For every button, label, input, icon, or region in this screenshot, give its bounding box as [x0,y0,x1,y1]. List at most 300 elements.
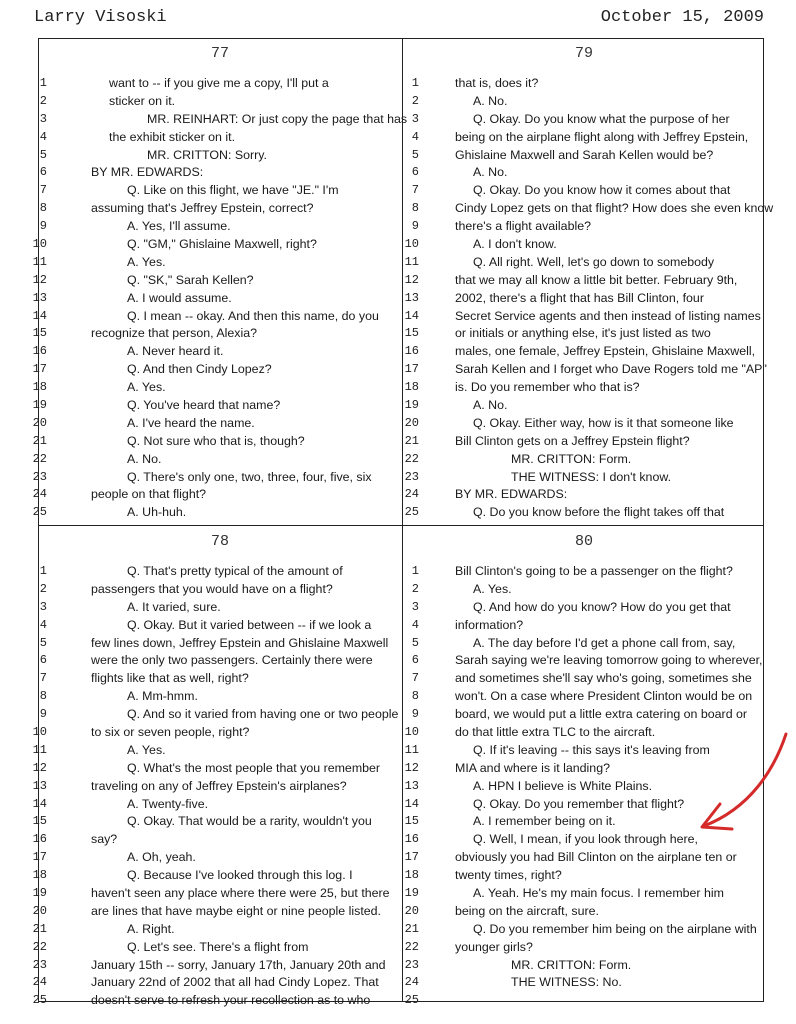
line-text: A. No. [127,451,162,466]
transcript-line [32,760,401,778]
line-number: 7 [411,671,419,686]
transcript-line [403,563,765,581]
transcript-line [403,343,765,361]
transcript-line [32,236,401,254]
line-text: A. Yes. [127,254,166,269]
line-text: A. Yes. [127,380,166,395]
transcript-lines [403,75,774,522]
line-number: 17 [404,362,419,377]
line-text: assuming that's Jeffrey Epstein, correct? [91,201,314,216]
line-text: sticker on it. [109,93,176,108]
line-text: A. I would assume. [127,290,232,305]
line-text: there's a flight available? [455,219,591,234]
transcript-line [39,581,401,599]
line-text: A. I've heard the name. [127,415,255,430]
line-number: 2 [411,581,419,596]
line-text: Q. Okay. Do you know what the purpose of her [473,111,730,126]
line-text: A. HPN I believe is White Plains. [473,778,653,793]
transcript-line [39,147,401,165]
transcript-lines [32,75,408,522]
transcript-line [403,272,765,290]
transcript-line [32,361,401,379]
transcript-line [403,504,765,522]
line-text: A. I remember being on it. [473,814,616,829]
line-number: 19 [32,398,47,413]
line-text: Q. Do you remember him being on the airplane with [473,921,757,936]
line-number: 14 [404,796,419,811]
transcript-line [403,867,765,885]
line-number: 1 [411,564,419,578]
line-text: Q. Okay. Do you remember that flight? [473,796,685,811]
line-number: 12 [404,760,419,775]
line-text: and sometimes she'll say who's going, sometimes she [455,671,752,686]
transcript-line [39,670,401,688]
transcript-page [32,39,408,523]
transcript-line [39,599,401,617]
line-number: 4 [411,617,419,632]
line-text: being on the airplane flight along with Jeffrey Epstein, [455,129,749,144]
line-text: MIA and where is it landing? [455,760,610,775]
transcript-line [403,706,765,724]
line-number: 1 [411,76,419,90]
transcript-line [403,635,765,653]
line-text: doesn't serve to refresh your recollection as to who [91,993,371,1008]
line-number: 14 [404,308,419,323]
line-number: 10 [32,725,47,740]
line-number: 8 [411,689,419,704]
transcript-line [39,111,408,129]
deposition-date: October 15, 2009 [600,8,764,27]
line-number: 23 [32,957,47,972]
line-text: Q. And how do you know? How do you get that [473,599,731,614]
line-text: A. Uh-huh. [127,505,187,520]
line-text: Q. If it's leaving -- this says it's leaving from [473,742,710,757]
line-text: information? [455,617,524,632]
line-number: 1 [39,564,47,578]
line-text: want to -- if you give me a copy, I'll put a [109,76,329,90]
line-number: 11 [404,742,419,757]
line-number: 9 [411,219,419,234]
line-text: Ghislaine Maxwell and Sarah Kellen would be? [455,147,714,162]
page-number: 78 [210,533,229,550]
line-text: January 22nd of 2002 that all had Cindy Lopez. That [91,975,379,990]
line-number: 23 [32,469,47,484]
line-number: 11 [32,742,47,757]
line-number: 5 [39,147,47,162]
transcript-line [39,218,401,236]
line-text: A. I don't know. [473,237,557,252]
transcript-line [403,415,765,433]
transcript-line [403,308,765,326]
transcript-line [32,957,401,975]
transcript-line [39,563,401,581]
transcript-line [32,486,401,504]
line-number: 24 [32,487,47,502]
line-number: 24 [404,487,419,502]
line-number: 2 [39,581,47,596]
line-number: 22 [32,939,47,954]
line-number: 9 [411,707,419,722]
transcript-line [403,325,765,343]
transcript-line [32,433,401,451]
line-number: 4 [39,617,47,632]
transcript-line [32,885,401,903]
transcript-line [32,379,401,397]
line-number: 20 [404,415,419,430]
line-number: 19 [32,886,47,901]
line-text: A. Yeah. He's my main focus. I remember him [473,886,724,901]
line-number: 21 [32,433,47,448]
line-number: 12 [404,272,419,287]
line-text: younger girls? [455,939,533,954]
line-text: Q. Do you know before the flight takes off that [473,505,725,520]
line-text: Q. "SK," Sarah Kellen? [127,272,254,287]
transcript-line [32,831,401,849]
line-text: THE WITNESS: I don't know. [511,469,672,484]
line-number: 14 [32,308,47,323]
transcript-line [32,903,401,921]
transcript-line [403,111,765,129]
line-text: A. Right. [127,921,175,936]
line-text: Q. All right. Well, let's go down to somebody [473,254,715,269]
line-text: Q. That's pretty typical of the amount of [127,564,343,578]
line-number: 18 [404,868,419,883]
line-text: being on the aircraft, sure. [455,903,599,918]
transcript-line [39,93,401,111]
transcript-line [32,974,401,992]
line-text: Q. Okay. But it varied between -- if we look a [127,617,372,632]
line-number: 24 [404,975,419,990]
transcript-frame [32,38,774,1008]
line-number: 16 [32,832,47,847]
transcript-line [32,290,401,308]
line-text: Sarah saying we're leaving tomorrow going to wherever, [455,653,763,668]
line-number: 22 [404,939,419,954]
line-text: board, we would put a little extra catering on board or [455,707,748,722]
line-number: 21 [404,433,419,448]
line-text: the exhibit sticker on it. [109,129,236,144]
line-text: MR. REINHART: Or just copy the page that has [147,111,408,126]
line-number: 15 [32,326,47,341]
transcript-line [403,451,765,469]
transcript-line [403,957,765,975]
transcript-line [32,325,401,343]
line-number: 6 [411,165,419,180]
line-text: THE WITNESS: No. [511,975,622,990]
line-number: 17 [32,850,47,865]
line-number: 17 [32,362,47,377]
line-number: 5 [411,147,419,162]
line-text: Q. Okay. Do you know how it comes about that [473,183,731,198]
transcript-line [403,182,765,200]
line-text: Q. Like on this flight, we have "JE." I'm [127,183,339,198]
transcript-header [0,8,796,32]
line-text: Bill Clinton gets on a Jeffrey Epstein flight? [455,433,690,448]
line-number: 10 [404,237,419,252]
line-number: 22 [404,451,419,466]
line-text: BY MR. EDWARDS: [455,487,568,502]
line-number: 13 [32,290,47,305]
line-text: males, one female, Jeffrey Epstein, Ghislaine Maxwell, [455,344,756,359]
transcript-line [32,415,401,433]
line-text: Q. Because I've looked through this log. I [127,868,353,883]
line-number: 1 [39,76,47,90]
line-text: flights like that as well, right? [91,671,249,686]
transcript-line [403,397,765,415]
line-number: 10 [404,725,419,740]
transcript-line [403,885,765,903]
transcript-line [403,992,765,1010]
transcript-line [403,599,765,617]
line-number: 16 [32,344,47,359]
line-text: or initials or anything else, it's just listed as two [455,326,711,341]
transcript-line [403,433,765,451]
transcript-line [403,129,765,147]
line-text: that is, does it? [455,76,539,90]
line-number: 14 [32,796,47,811]
line-number: 25 [404,505,419,520]
witness-name: Larry Visoski [34,8,167,27]
transcript-line [403,75,765,93]
line-text: 2002, there's a flight that has Bill Clinton, four [455,290,704,305]
line-number: 25 [32,993,47,1008]
transcript-line [403,486,765,504]
transcript-line [39,652,401,670]
transcript-line [403,921,765,939]
line-number: 21 [404,921,419,936]
transcript-line [403,581,765,599]
line-number: 2 [411,93,419,108]
transcript-line [32,451,401,469]
line-number: 19 [404,886,419,901]
transcript-line [32,742,401,760]
line-text: Q. You've heard that name? [127,398,281,413]
transcript-line [32,397,401,415]
line-text: do that little extra TLC to the aircraft. [455,725,656,740]
line-text: A. Yes, I'll assume. [127,219,231,234]
line-text: recognize that person, Alexia? [91,326,258,341]
line-text: Q. Not sure who that is, though? [127,433,305,448]
line-text: Secret Service agents and then instead of listing names [455,308,761,323]
line-text: A. It varied, sure. [127,599,221,614]
line-text: BY MR. EDWARDS: [91,165,204,180]
line-text: January 15th -- sorry, January 17th, January 20th and [91,957,386,972]
line-number: 3 [39,111,47,126]
line-number: 13 [404,778,419,793]
line-text: A. Mm-hmm. [127,689,198,704]
line-number: 3 [39,599,47,614]
line-text: MR. CRITTON: Form. [511,451,632,466]
line-number: 21 [32,921,47,936]
transcript-line [39,164,401,182]
line-text: Sarah Kellen and I forget who Dave Rogers told me "AP" [455,362,767,377]
transcript-line [403,218,765,236]
line-text: few lines down, Jeffrey Epstein and Ghislaine Maxwell [91,635,389,650]
line-number: 3 [411,599,419,614]
transcript-line [39,635,401,653]
row-divider [39,525,763,526]
line-text: MR. CRITTON: Sorry. [147,147,268,162]
line-text: Bill Clinton's going to be a passenger on the flight? [455,564,733,578]
line-number: 19 [404,398,419,413]
line-number: 16 [404,344,419,359]
line-text: people on that flight? [91,487,207,502]
line-number: 23 [404,957,419,972]
line-text: Q. Well, I mean, if you look through here, [473,832,698,847]
transcript-line [403,93,765,111]
page-number: 77 [210,45,229,62]
line-number: 18 [32,380,47,395]
line-number: 4 [411,129,419,144]
transcript-line [39,182,401,200]
transcript-line [39,129,401,147]
line-number: 18 [404,380,419,395]
line-number: 8 [39,201,47,216]
line-text: Q. Okay. Either way, how is it that someone like [473,415,734,430]
line-number: 23 [404,469,419,484]
line-text: haven't seen any place where there were 25, but there [91,886,390,901]
transcript-lines [32,563,401,1010]
transcript-line [403,903,765,921]
transcript-line [32,867,401,885]
line-number: 7 [39,671,47,686]
line-number: 5 [39,635,47,650]
line-text: Q. Okay. That would be a rarity, wouldn't you [127,814,372,829]
line-text: A. Oh, yeah. [127,850,196,865]
line-number: 11 [32,254,47,269]
line-text: passengers that you would have on a flight? [91,581,333,596]
transcript-line [403,379,765,397]
transcript-line [32,504,401,522]
line-number: 10 [32,237,47,252]
line-number: 6 [39,165,47,180]
line-text: Cindy Lopez gets on that flight? How does she even know [455,201,774,216]
transcript-line [403,974,765,992]
line-number: 11 [404,254,419,269]
line-number: 12 [32,760,47,775]
transcript-line [403,147,765,165]
line-number: 9 [39,707,47,722]
line-number: 6 [411,653,419,668]
line-text: Q. And then Cindy Lopez? [127,362,272,377]
line-number: 20 [32,903,47,918]
transcript-line [32,469,401,487]
line-text: won't. On a case where President Clinton would be on [455,689,753,704]
transcript-line [403,670,765,688]
line-number: 9 [39,219,47,234]
transcript-line [39,706,401,724]
transcript-line [32,308,401,326]
line-text: Q. "GM," Ghislaine Maxwell, right? [127,237,317,252]
line-number: 2 [39,93,47,108]
transcript-line [403,849,765,867]
line-number: 24 [32,975,47,990]
line-number: 6 [39,653,47,668]
line-text: Q. I mean -- okay. And then this name, do you [127,308,379,323]
line-text: that we may all know a little bit better. February 9th, [455,272,738,287]
line-number: 17 [404,850,419,865]
line-text: is. Do you remember who that is? [455,380,640,395]
transcript-line [403,361,765,379]
line-text: A. Yes. [473,581,512,596]
line-text: Q. And so it varied from having one or two people [127,707,399,722]
line-text: Q. Let's see. There's a flight from [127,939,309,954]
transcript-line [39,200,401,218]
line-number: 16 [404,832,419,847]
line-number: 15 [404,326,419,341]
line-text: A. No. [473,93,508,108]
line-number: 25 [404,993,419,1008]
line-text: were the only two passengers. Certainly there were [91,653,373,668]
line-text: A. No. [473,165,508,180]
transcript-line [32,921,401,939]
line-number: 13 [32,778,47,793]
line-number: 15 [404,814,419,829]
transcript-line [403,200,774,218]
line-number: 8 [39,689,47,704]
line-text: are lines that have maybe eight or nine people listed. [91,903,381,918]
transcript-line [403,469,765,487]
transcript-line [403,236,765,254]
line-text: A. Never heard it. [127,344,224,359]
transcript-line [32,778,401,796]
line-text: traveling on any of Jeffrey Epstein's airplanes? [91,778,347,793]
transcript-page [403,39,774,523]
red-arrow-annotation [690,730,796,840]
line-number: 25 [32,505,47,520]
transcript-line [39,75,401,93]
line-number: 13 [404,290,419,305]
transcript-line [32,849,401,867]
transcript-line [403,617,765,635]
line-text: Q. What's the most people that you remember [127,760,381,775]
line-number: 22 [32,451,47,466]
line-text: A. The day before I'd get a phone call from, say, [473,635,736,650]
transcript-line [32,254,401,272]
transcript-line [403,652,765,670]
transcript-line [32,992,401,1010]
line-number: 20 [32,415,47,430]
line-number: 15 [32,814,47,829]
transcript-line [403,290,765,308]
page-number: 79 [574,45,593,62]
line-text: A. Yes. [127,742,166,757]
line-number: 3 [411,111,419,126]
line-number: 20 [404,903,419,918]
transcript-line [32,813,401,831]
transcript-line [32,343,401,361]
transcript-line [32,796,401,814]
line-text: A. No. [473,398,508,413]
transcript-line [32,272,401,290]
transcript-line [403,254,765,272]
line-text: obviously you had Bill Clinton on the airplane ten or [455,850,737,865]
transcript-line [32,939,401,957]
line-text: Q. There's only one, two, three, four, five, six [127,469,372,484]
page-number: 80 [574,533,593,550]
line-number: 4 [39,129,47,144]
line-number: 7 [411,183,419,198]
transcript-line [39,688,401,706]
transcript-line [403,164,765,182]
transcript-line [39,617,401,635]
line-text: twenty times, right? [455,868,562,883]
transcript-line [403,688,765,706]
line-text: A. Twenty-five. [127,796,209,811]
line-text: say? [91,832,118,847]
line-number: 7 [39,183,47,198]
line-number: 8 [411,201,419,216]
